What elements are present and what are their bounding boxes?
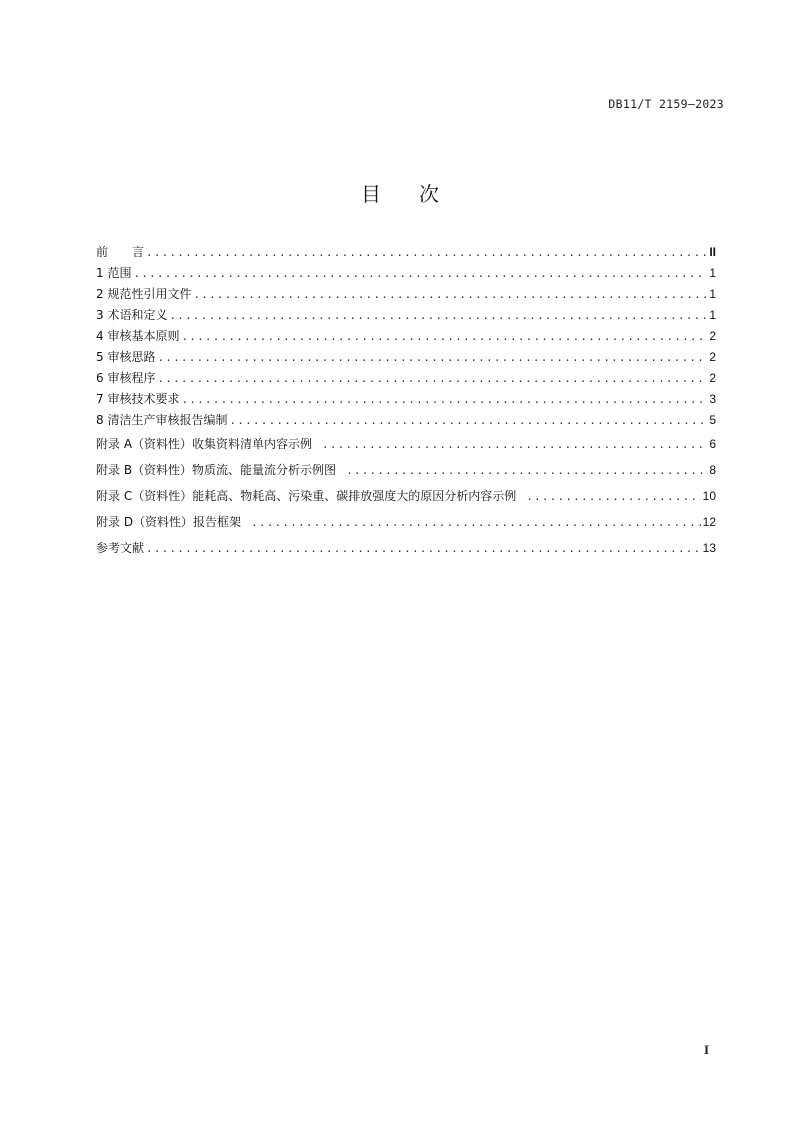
leader-dots — [181, 326, 707, 347]
toc-label: 7 审核技术要求 — [96, 392, 180, 406]
toc-label: 附录 D（资料性）报告框架 — [96, 515, 242, 529]
toc-entry-appendix-a[interactable] — [96, 431, 716, 457]
page-number: I — [703, 1042, 709, 1057]
toc-label: 4 审核基本原则 — [96, 329, 180, 343]
leader-dots — [157, 347, 707, 368]
toc-page: 13 — [702, 541, 716, 555]
leader-dots — [251, 510, 701, 536]
title-part-2: 次 — [419, 182, 439, 206]
toc-page: 2 — [709, 350, 716, 364]
toc-page: II — [709, 245, 716, 259]
toc-entry-5[interactable] — [96, 347, 716, 368]
toc-entry-appendix-d[interactable] — [96, 509, 716, 535]
standard-code: DB11/T 2159—2023 — [608, 97, 724, 111]
page-title — [0, 178, 800, 207]
toc-label: 附录 A（资料性）收集资料清单内容示例 — [96, 437, 313, 451]
toc-entry-foreword[interactable] — [96, 242, 716, 263]
leader-dots — [157, 368, 707, 389]
leader-dots — [169, 305, 707, 326]
toc-entry-8[interactable] — [96, 410, 716, 431]
toc-label: 参考文献 — [96, 541, 145, 555]
toc-label: 2 规范性引用文件 — [96, 287, 192, 301]
toc-page: 10 — [702, 489, 716, 503]
toc-entry-appendix-c[interactable] — [96, 483, 716, 509]
toc-page: 5 — [709, 413, 716, 427]
leader-dots — [181, 389, 707, 410]
leader-dots — [133, 263, 707, 284]
toc-entry-3[interactable] — [96, 305, 716, 326]
toc-label: 1 范围 — [96, 266, 132, 280]
toc-page: 2 — [709, 371, 716, 385]
toc-page: 1 — [709, 287, 716, 301]
toc-entry-4[interactable] — [96, 326, 716, 347]
leader-dots — [346, 458, 707, 484]
leader-dots — [146, 242, 707, 263]
leader-dots — [526, 484, 700, 510]
toc-entry-1[interactable] — [96, 263, 716, 284]
table-of-contents — [96, 242, 716, 561]
toc-label: 5 审核思路 — [96, 350, 156, 364]
toc-label: 附录 B（资料性）物质流、能量流分析示例图 — [96, 463, 337, 477]
leader-dots — [322, 432, 707, 458]
toc-label: 附录 C（资料性）能耗高、物耗高、污染重、碳排放强度大的原因分析内容示例 — [96, 489, 517, 503]
toc-page: 2 — [709, 329, 716, 343]
leader-dots — [229, 410, 707, 431]
toc-page: 3 — [709, 392, 716, 406]
toc-label: 3 术语和定义 — [96, 308, 168, 322]
toc-label: 6 审核程序 — [96, 371, 156, 385]
toc-entry-appendix-b[interactable] — [96, 457, 716, 483]
toc-page: 1 — [709, 308, 716, 322]
toc-entry-2[interactable] — [96, 284, 716, 305]
toc-page: 6 — [709, 437, 716, 451]
toc-page: 1 — [709, 266, 716, 280]
title-part-1: 目 — [361, 182, 381, 206]
leader-dots — [146, 536, 701, 562]
toc-label: 前 言 — [96, 245, 145, 259]
toc-page: 8 — [709, 463, 716, 477]
leader-dots — [193, 284, 707, 305]
toc-entry-7[interactable] — [96, 389, 716, 410]
toc-entry-references[interactable] — [96, 535, 716, 561]
toc-page: 12 — [702, 515, 716, 529]
toc-entry-6[interactable] — [96, 368, 716, 389]
toc-label: 8 清洁生产审核报告编制 — [96, 413, 228, 427]
